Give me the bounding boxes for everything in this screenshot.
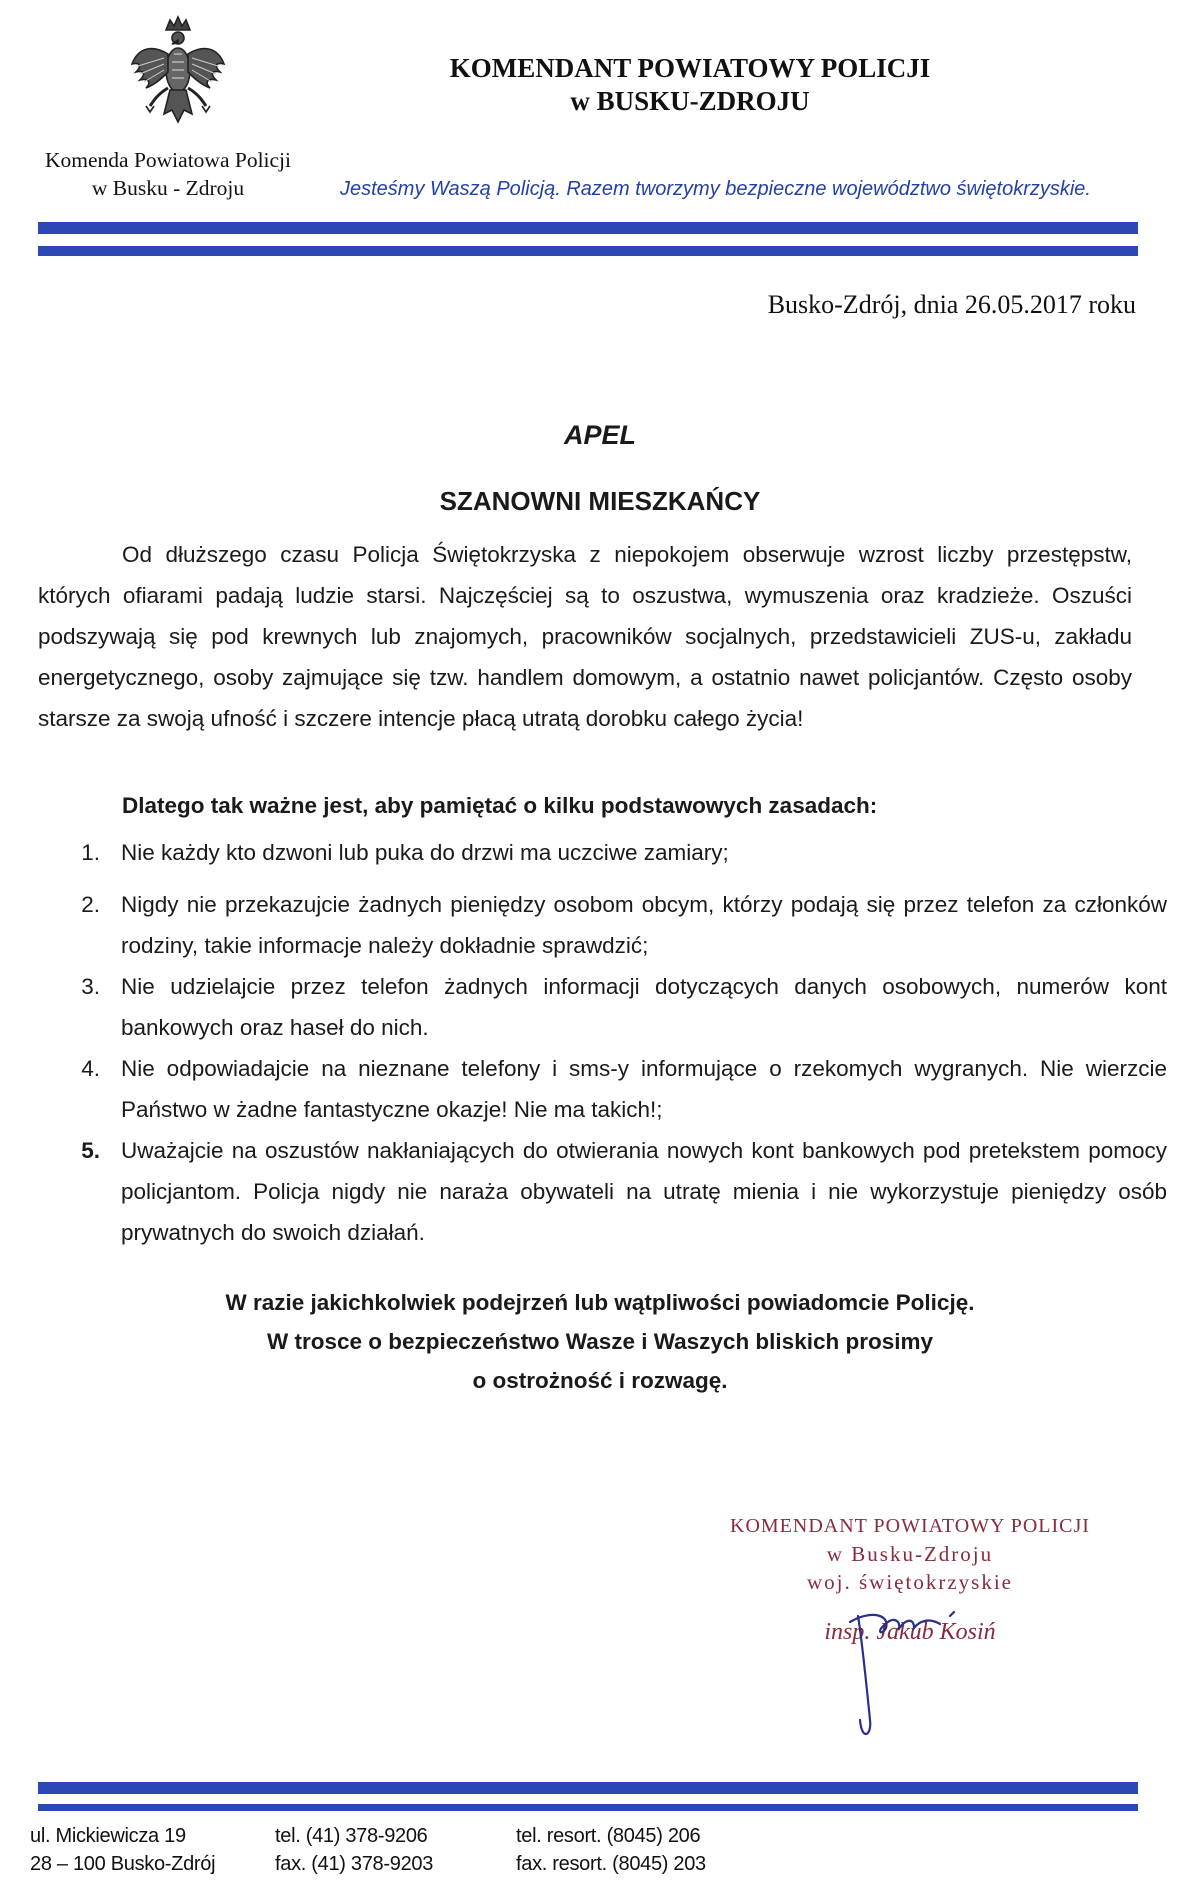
- salutation: SZANOWNI MIESZKAŃCY: [439, 486, 761, 516]
- handwritten-signature-icon: [790, 1570, 1070, 1750]
- list-item-number: 1.: [81, 840, 100, 865]
- footer-street: ul. Mickiewicza 19: [30, 1825, 186, 1847]
- list-item-number: 2.: [81, 892, 100, 917]
- footer-resort-phone-fax: [516, 1822, 706, 1878]
- white-eagle-emblem-icon: [128, 14, 228, 134]
- document-title: APEL: [563, 420, 636, 450]
- list-item-text: Nie udzielajcie przez telefon żadnych informacji dotyczących danych osobowych, numerów kont bankowych oraz haseł do nich.: [121, 974, 1167, 1040]
- motto: Jesteśmy Waszą Policją. Razem tworzymy bezpieczne województwo świętokrzyskie.: [340, 178, 1091, 200]
- issuer-title-line1: KOMENDANT POWIATOWY POLICJI: [449, 53, 931, 83]
- footer-phone-fax: [275, 1822, 433, 1878]
- list-item-text: Nie każdy kto dzwoni lub puka do drzwi ma uczciwe zamiary;: [121, 840, 729, 865]
- organization-name-line1: Komenda Powiatowa Policji: [44, 148, 292, 172]
- list-item-number: 3.: [81, 974, 100, 999]
- footer-resort-phone: tel. resort. (8045) 206: [516, 1825, 701, 1847]
- list-item-number: 5.: [81, 1138, 100, 1163]
- footer-city: 28 – 100 Busko-Zdrój: [30, 1853, 216, 1875]
- organization-name-line2: w Busku - Zdroju: [91, 176, 245, 200]
- footer-resort-fax: fax. resort. (8045) 203: [516, 1853, 706, 1875]
- list-item-text: Nie odpowiadajcie na nieznane telefony i sms-y informujące o rzekomych wygranych. Nie wierzcie Państwo w żadne fantastyczne okazje! Nie ma takich!;: [121, 1056, 1167, 1122]
- issuer-title: [380, 52, 1000, 118]
- footer-phone: tel. (41) 378-9206: [275, 1825, 428, 1847]
- stamp-line2: w Busku-Zdroju: [826, 1542, 994, 1566]
- list-item-text: Uważajcie na oszustów nakłaniających do otwierania nowych kont bankowych pod pretekstem pomocy policjantom. Policja nigdy nie naraża obywateli na utratę mienia i nie wykorzystuje pieniędzy osób prywatnych do swoich działań.: [121, 1138, 1167, 1245]
- closing-line2: W trosce o bezpieczeństwo Wasze i Waszych bliskich prosimy: [266, 1329, 933, 1354]
- organization-name: [18, 146, 318, 202]
- footer-rule-thin: [38, 1804, 1138, 1811]
- stamp-line3: woj. świętokrzyskie: [807, 1570, 1013, 1594]
- closing-line1: W razie jakichkolwiek podejrzeń lub wątpliwości powiadomcie Policję.: [225, 1290, 975, 1315]
- closing-line3: o ostrożność i rozwagę.: [472, 1368, 728, 1393]
- issuer-title-line2: w BUSKU-ZDROJU: [570, 86, 810, 116]
- intro-paragraph: Od dłuższego czasu Policja Świętokrzyska z niepokojem obserwuje wzrost liczby przestępstw, których ofiarami padają ludzie starsi. Najczęściej są to oszustwa, wymuszenia oraz kradzieże. Oszuści podszywają się pod krewnych lub znajomych, pracowników socjalnych, przedstawicieli ZUS-u, zakładu energetycznego, osoby zajmujące się tzw. handlem domowym, a ostatnio nawet policjantów. Często osoby starsze za swoją ufność i szczere intencje płacą utratą dorobku całego życia!: [38, 542, 1132, 731]
- place-and-date: Busko-Zdrój, dnia 26.05.2017 roku: [767, 290, 1136, 319]
- header-rule-thick: [38, 222, 1138, 234]
- closing-appeal: [0, 1283, 1200, 1400]
- footer-fax: fax. (41) 378-9203: [275, 1853, 434, 1875]
- footer-address: [30, 1822, 215, 1878]
- footer-rule-thick: [38, 1782, 1138, 1794]
- list-item-text: Nigdy nie przekazujcie żadnych pieniędzy osobom obcym, którzy podają się przez telefon za członków rodziny, takie informacje należy dokładnie sprawdzić;: [121, 892, 1167, 958]
- stamp-line1: KOMENDANT POWIATOWY POLICJI: [730, 1515, 1090, 1537]
- rules-heading: Dlatego tak ważne jest, aby pamiętać o kilku podstawowych zasadach:: [122, 793, 878, 818]
- stamp-signatory: insp. Jakub Kosiń: [824, 1619, 996, 1645]
- list-item-number: 4.: [81, 1056, 100, 1081]
- header-rule-thin: [38, 246, 1138, 256]
